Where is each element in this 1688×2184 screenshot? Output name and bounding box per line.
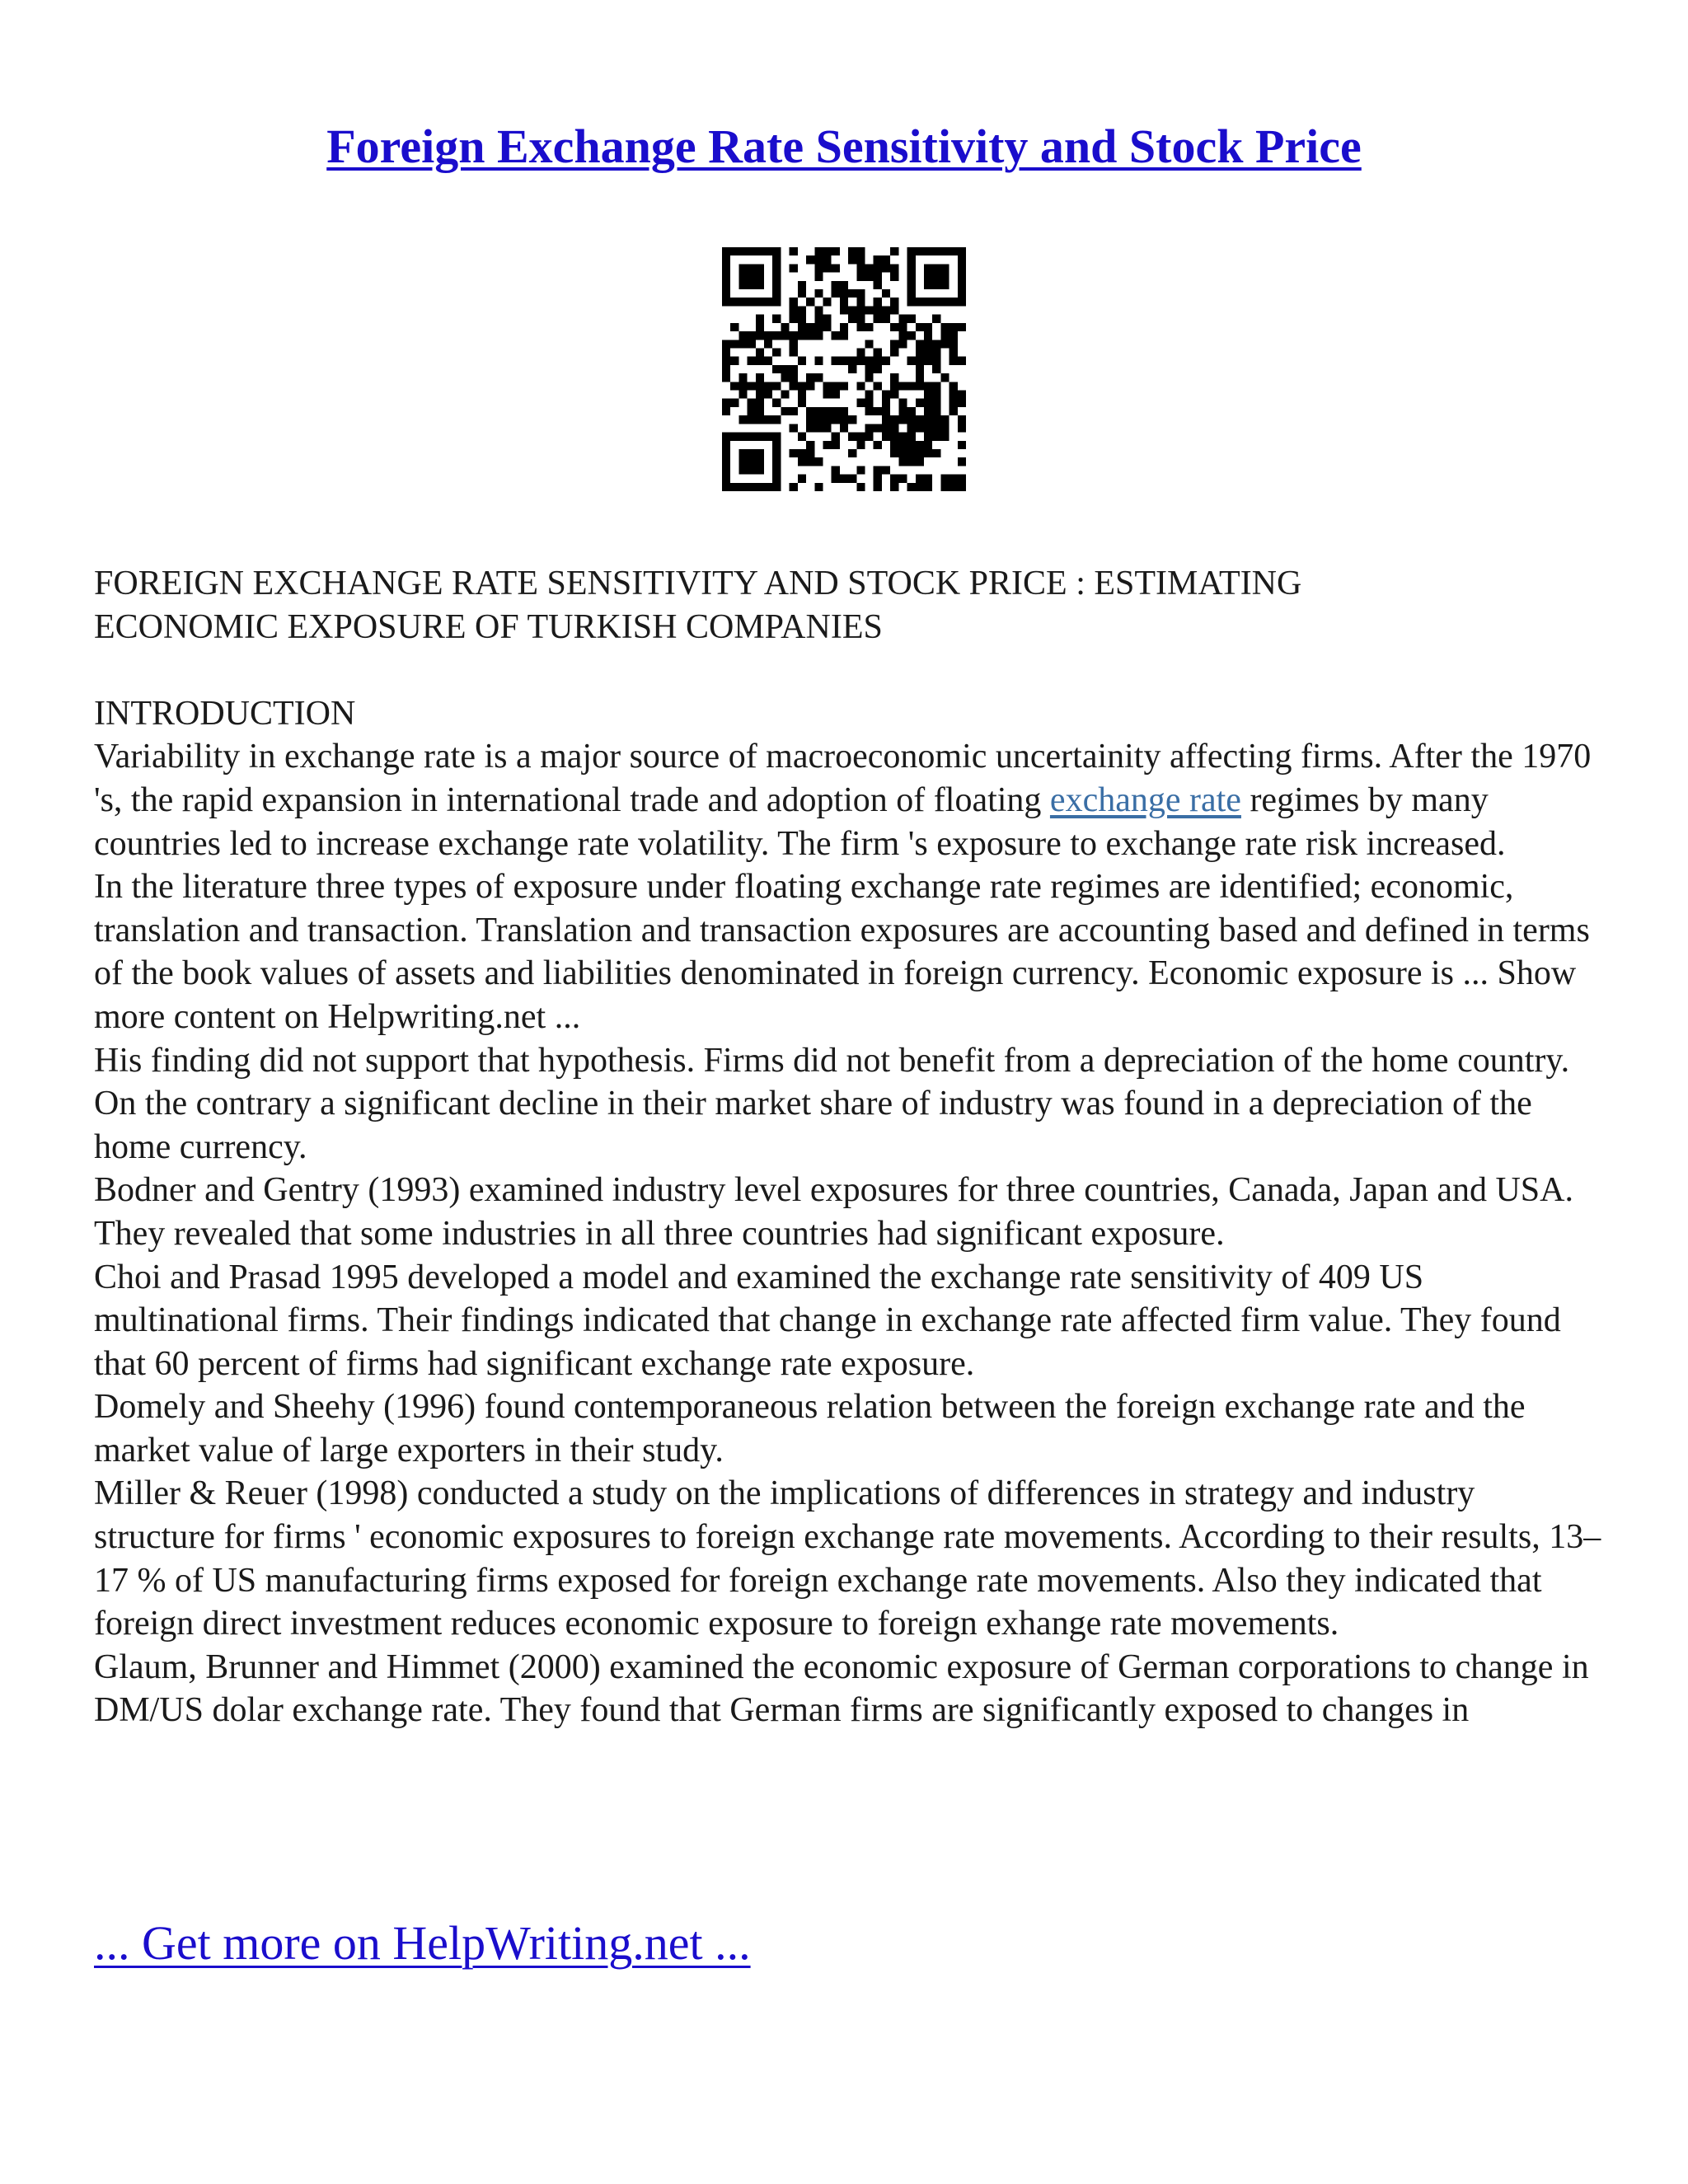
paragraph-5: Choi and Prasad 1995 developed a model and examined the exchange rate sensitivity of 409 US multinational firms. Their findings indicated that change in exchange rate affected firm value. They found that 60 percent of firms had significant exchange rate exposure.	[94, 1258, 1561, 1383]
heading-line-1: FOREIGN EXCHANGE RATE SENSITIVITY AND STOCK PRICE : ESTIMATING	[94, 565, 1302, 602]
document-body	[94, 562, 1602, 1732]
spacer	[94, 649, 1602, 692]
get-more-link[interactable]: ... Get more on HelpWriting.net ...	[94, 1916, 751, 1970]
exchange-rate-link[interactable]: exchange rate	[1049, 780, 1241, 819]
page-title	[0, 114, 1688, 180]
paragraph-3: His finding did not support that hypothesis. Firms did not benefit from a depreciation of the home country. On the contrary a significant decline in their market share of industry was found in a depreciation of the home currency.	[94, 1041, 1570, 1166]
paragraph-7: Miller & Reuer (1998) conducted a study on the implications of differences in strategy and industry structure for firms ' economic exposures to foreign exchange rate movements. According to their results, 13–17 % of US manufacturing firms exposed for foreign exchange rate movements. Also they indicated that foreign direct investment reduces economic exposure to foreign exhange rate movements.	[94, 1474, 1601, 1643]
paragraph-2: In the literature three types of exposure under floating exchange rate regimes are identified; economic, translation and transaction. Translation and transaction exposures are accounting based and defined in terms of the book values of assets and liabilities denominated in foreign currency. Economic exposure is ... Show more content on Helpwriting.net ...	[94, 868, 1590, 1036]
paragraph-6: Domely and Sheehy (1996) found contemporaneous relation between the foreign exchange rate and the market value of large exporters in their study.	[94, 1388, 1526, 1469]
heading-line-2: ECONOMIC EXPOSURE OF TURKISH COMPANIES	[94, 607, 883, 646]
paragraph-1	[94, 735, 1602, 865]
section-label: INTRODUCTION	[94, 694, 356, 733]
paragraph-8: Glaum, Brunner and Himmet (2000) examined the economic exposure of German corporations to change in DM/US dolar exchange rate. They found that German firms are significantly exposed to changes in	[94, 1647, 1589, 1730]
qr-code-icon	[722, 247, 966, 491]
paragraph-1-text-a: Variability in exchange rate is a major source of macroeconomic uncertainity affecting firms. After the 1970 's, the rapid expansion in international trade and adoption of floating	[94, 738, 1592, 819]
paragraph-1-text-b: regimes by many countries led to increase exchange rate volatility. The firm 's exposure to exchange rate risk increased.	[94, 780, 1506, 863]
paragraph-4: Bodner and Gentry (1993) examined industry level exposures for three countries, Canada, Japan and USA. They revealed that some industries in all three countries had significant exposure.	[94, 1171, 1573, 1253]
title-link[interactable]: Foreign Exchange Rate Sensitivity and Stock Price	[326, 120, 1362, 173]
